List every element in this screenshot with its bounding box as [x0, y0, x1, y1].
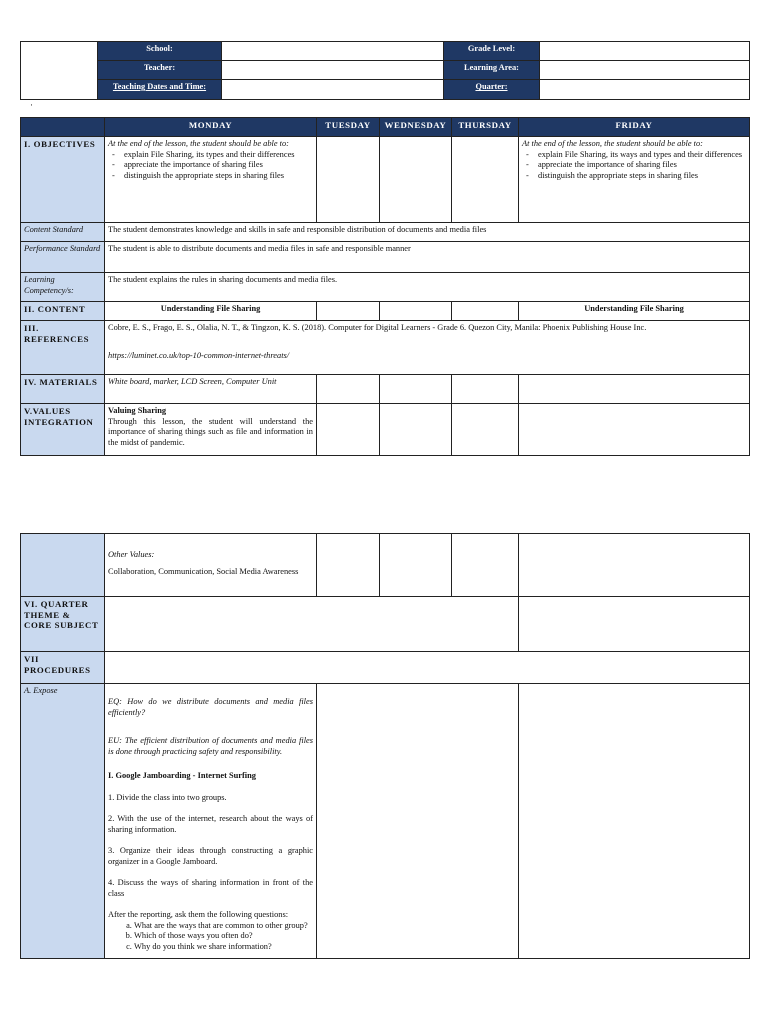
day-friday: FRIDAY — [519, 118, 750, 137]
objective-item: - distinguish the appropriate steps in sharing files — [538, 171, 746, 182]
objective-item: - appreciate the importance of sharing files — [538, 160, 746, 171]
values-friday — [519, 404, 750, 456]
objectives-friday: At the end of the lesson, the student should be able to: - explain File Sharing, its ways and types and their differences - appreciate the importance of sharing files - distinguish the appropriate steps in sharing files — [519, 137, 750, 223]
school-label: School: — [98, 42, 222, 61]
reference-citation: Cobre, E. S., Frago, E. S., Olalia, N. T., & Tingzon, K. S. (2018). Computer for Digital Learners - Grade 6. Quezon City, Manila: Phoenix Publishing House Inc. — [108, 323, 647, 332]
values-continued-label — [21, 534, 105, 597]
expose-label: A. Expose — [21, 684, 105, 959]
expose-monday — [105, 684, 317, 959]
values-monday: Valuing Sharing Through this lesson, the student will understand the importance of sharing things such as file and information in the midst of pandemic. — [105, 404, 317, 456]
step-item: 1. Divide the class into two groups. — [108, 792, 227, 802]
reference-url[interactable]: https://luminet.co.uk/top-10-common-internet-threats/ — [108, 350, 290, 360]
day-monday: MONDAY — [105, 118, 317, 137]
other-values-tuesday — [317, 534, 380, 597]
step-item: 2. With the use of the internet, research about the ways of sharing information. — [108, 814, 313, 834]
procedures-label: VII PROCEDURES — [21, 652, 105, 684]
essential-question: EQ: How do we distribute documents and media files efficiently? — [108, 697, 313, 717]
content-standard-text: The student demonstrates knowledge and skills in safe and responsible distribution of documents and media files — [105, 223, 750, 242]
materials-monday: White board, marker, LCD Screen, Computer Unit — [105, 375, 317, 404]
activity-title: I. Google Jamboarding - Internet Surfing — [108, 771, 256, 780]
header-table — [20, 41, 750, 100]
corner-cell — [21, 118, 105, 137]
question-item: a. What are the ways that are common to other group? — [134, 921, 313, 932]
teacher-field[interactable] — [222, 61, 444, 80]
materials-friday — [519, 375, 750, 404]
other-values-thursday — [452, 534, 519, 597]
quarter-theme-friday — [519, 597, 750, 652]
objective-item: - explain File Sharing, its types and their differences — [124, 150, 313, 161]
questions-intro: After the reporting, ask them the following questions: — [108, 910, 289, 919]
enduring-understanding: EU: The efficient distribution of documents and media files is done through practicing safety and responsibility. — [108, 736, 313, 756]
grade-level-label: Grade Level: — [444, 42, 540, 61]
content-standard-label: Content Standard — [21, 223, 105, 242]
objectives-tuesday — [317, 137, 380, 223]
quarter-field[interactable] — [540, 80, 750, 100]
objectives-thursday — [452, 137, 519, 223]
grade-level-field[interactable] — [540, 42, 750, 61]
content-tuesday — [317, 302, 380, 321]
materials-tuesday — [317, 375, 380, 404]
question-item: c. Why do you think we share information? — [134, 942, 313, 953]
logo-cell — [21, 42, 98, 100]
content-label: II. CONTENT — [21, 302, 105, 321]
day-wednesday: WEDNESDAY — [380, 118, 452, 137]
quarter-theme-label: VI. QUARTER THEME & CORE SUBJECT — [21, 597, 105, 652]
performance-standard-text: The student is able to distribute documents and media files in safe and responsible manner — [105, 242, 750, 273]
lesson-plan-table-continued — [20, 533, 750, 959]
teaching-dates-field[interactable] — [222, 80, 444, 100]
references-text — [105, 321, 750, 375]
other-values-friday — [519, 534, 750, 597]
expose-friday — [519, 684, 750, 959]
references-label: III. REFERENCES — [21, 321, 105, 375]
other-values-monday: Other Values: Collaboration, Communication, Social Media Awareness — [105, 534, 317, 597]
expose-tue-thu — [317, 684, 519, 959]
materials-wednesday — [380, 375, 452, 404]
day-tuesday: TUESDAY — [317, 118, 380, 137]
day-thursday: THURSDAY — [452, 118, 519, 137]
objectives-monday: At the end of the lesson, the student should be able to: - explain File Sharing, its types and their differences - appreciate the importance of sharing files - distinguish the appropriate steps in sharing files — [105, 137, 317, 223]
teaching-dates-label: Teaching Dates and Time: — [98, 80, 222, 100]
materials-thursday — [452, 375, 519, 404]
content-monday: Understanding File Sharing — [105, 302, 317, 321]
objective-item: - explain File Sharing, its ways and types and their differences — [538, 150, 746, 161]
other-values-wednesday — [380, 534, 452, 597]
school-field[interactable] — [222, 42, 444, 61]
values-thursday — [452, 404, 519, 456]
learning-competency-text: The student explains the rules in sharing documents and media files. — [105, 273, 750, 302]
learning-area-label: Learning Area: — [444, 61, 540, 80]
lesson-plan-table — [20, 117, 750, 456]
performance-standard-label: Performance Standard — [21, 242, 105, 273]
procedures-cell — [105, 652, 750, 684]
step-item: 4. Discuss the ways of sharing information in front of the class — [108, 878, 313, 898]
step-item: 3. Organize their ideas through constructing a graphic organizer in a Google Jamboard. — [108, 846, 313, 866]
content-wednesday — [380, 302, 452, 321]
quarter-theme-mon-thu — [105, 597, 519, 652]
content-friday: Understanding File Sharing — [519, 302, 750, 321]
objectives-wednesday — [380, 137, 452, 223]
content-thursday — [452, 302, 519, 321]
question-item: b. Which of those ways you often do? — [134, 931, 313, 942]
objective-item: - distinguish the appropriate steps in sharing files — [124, 171, 313, 182]
values-tuesday — [317, 404, 380, 456]
quarter-label: Quarter: — [444, 80, 540, 100]
learning-area-field[interactable] — [540, 61, 750, 80]
stray-mark: · — [30, 100, 33, 110]
learning-competency-label: Learning Competency/s: — [21, 273, 105, 302]
values-wednesday — [380, 404, 452, 456]
objective-item: - appreciate the importance of sharing files — [124, 160, 313, 171]
materials-label: IV. MATERIALS — [21, 375, 105, 404]
objectives-label: I. OBJECTIVES — [21, 137, 105, 223]
teacher-label: Teacher: — [98, 61, 222, 80]
values-label: V.VALUES INTEGRATION — [21, 404, 105, 456]
